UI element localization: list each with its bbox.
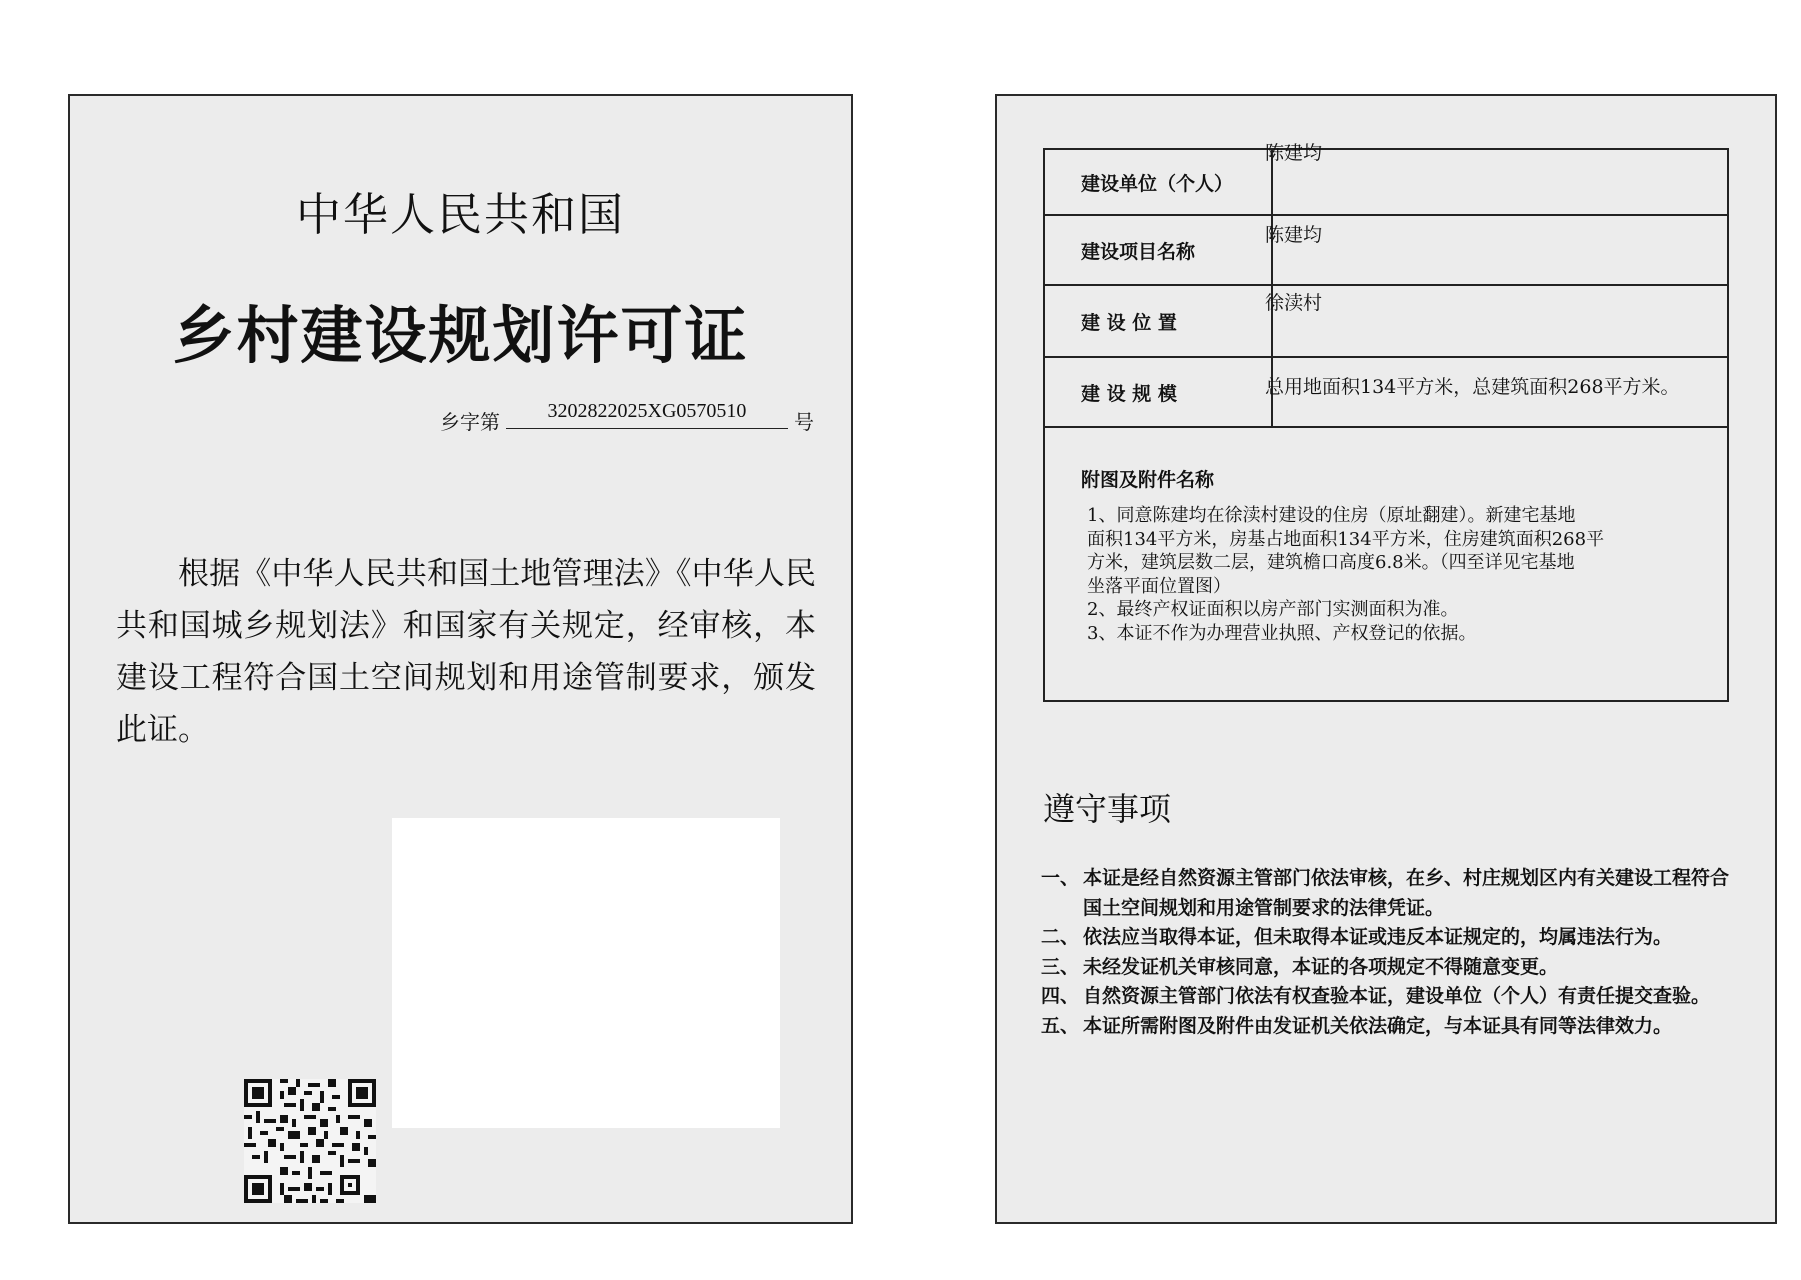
qr-code-icon <box>244 1079 376 1203</box>
item-number: 一、 <box>1041 867 1080 889</box>
table-row <box>1045 142 1727 216</box>
row-value: 总用地面积134平方米，总建筑面积268平方米。 <box>1265 376 1680 398</box>
legal-basis-text: 根据《中华人民共和国土地管理法》《中华人民共和国城乡规划法》和国家有关规定，经审核，本建设工程符合国土空间规划和用途管制要求，颁发此证。 <box>116 556 816 748</box>
row-label: 建 设 位 置 <box>1045 286 1273 356</box>
attachment-line: 面积134平方米，房基占地面积134平方米，住房建筑面积268平 <box>1087 528 1605 550</box>
item-text: 自然资源主管部门依法有权查验本证，建设单位（个人）有责任提交查验。 <box>1083 985 1711 1007</box>
certificate-number: 3202822025XG0570510 <box>506 396 788 429</box>
certificate-number-suffix: 号 <box>794 410 814 434</box>
item-text: 本证所需附图及附件由发证机关依法确定，与本证具有同等法律效力。 <box>1083 1014 1673 1037</box>
list-item <box>1041 923 1741 953</box>
row-value: 徐渎村 <box>1265 292 1323 314</box>
row-label: 建设项目名称 <box>1045 216 1273 284</box>
attachment-line: 坐落平面位置图） <box>1087 575 1231 597</box>
certificate-front-page <box>68 94 853 1224</box>
table-row <box>1045 286 1727 358</box>
certificate-back-page <box>995 94 1777 1224</box>
project-info-table <box>1043 142 1729 702</box>
list-item <box>1041 864 1741 923</box>
attachment-line: 方米，建筑层数二层，建筑檐口高度6.8米。（四至详见宅基地 <box>1087 552 1575 573</box>
item-text: 依法应当取得本证，但未取得本证或违反本证规定的，均属违法行为。 <box>1083 926 1673 948</box>
attachment-line: 3、本证不作为办理营业执照、产权登记的依据。 <box>1087 622 1477 644</box>
table-row <box>1045 216 1727 286</box>
item-number: 二、 <box>1041 926 1080 948</box>
attachment-line: 1、同意陈建均在徐渎村建设的住房（原址翻建）。新建宅基地 <box>1087 505 1576 526</box>
item-text: 未经发证机关审核同意，本证的各项规定不得随意变更。 <box>1083 955 1559 978</box>
certificate-number-line <box>440 396 830 436</box>
certificate-title: 乡村建设规划许可证 <box>172 299 749 372</box>
row-label: 建 设 规 模 <box>1045 358 1273 426</box>
list-item <box>1041 982 1741 1012</box>
item-number: 四、 <box>1041 985 1080 1007</box>
attachments-label: 附图及附件名称 <box>1081 469 1215 491</box>
item-number: 五、 <box>1041 1014 1080 1037</box>
list-item <box>1041 1012 1741 1042</box>
row-value: 陈建均 <box>1265 142 1323 164</box>
table-row <box>1045 358 1727 428</box>
row-label: 建设单位（个人） <box>1045 150 1273 214</box>
item-text: 本证是经自然资源主管部门依法审核，在乡、村庄规划区内有关建设工程符合国土空间规划和用途管制要求的法律凭证。 <box>1083 867 1730 919</box>
list-item <box>1041 953 1741 983</box>
certificate-number-prefix: 乡字第 <box>440 410 500 434</box>
redacted-seal-area <box>392 818 780 1128</box>
observance-title: 遵守事项 <box>1043 790 1172 828</box>
row-value: 陈建均 <box>1265 224 1323 246</box>
attachments-list <box>1087 504 1667 645</box>
observance-list <box>1041 864 1741 1041</box>
item-number: 三、 <box>1041 955 1080 978</box>
country-name: 中华人民共和国 <box>295 188 625 241</box>
attachment-line: 2、最终产权证面积以房产部门实测面积为准。 <box>1087 599 1459 620</box>
